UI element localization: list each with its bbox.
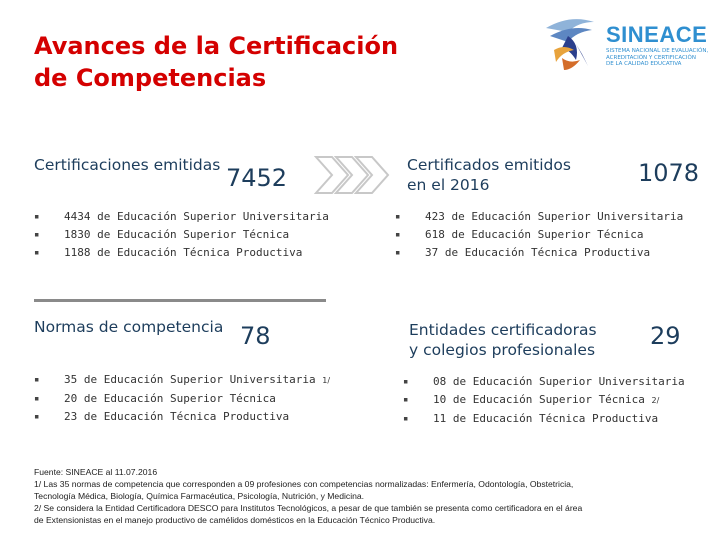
footnote-2-cont: de Extensionistas en el manejo productivo de camélidos domésticos en la Educación Técnico Productiva. (34, 515, 436, 525)
list-item: ▪ 4434 de Educación Superior Universitaria (34, 208, 329, 226)
footnote-1: 1/ Las 35 normas de competencia que corresponden a 09 profesiones con competencias normalizadas: Enfermería, Odontología, Obstetricia, (34, 479, 574, 489)
bullet-icon: ▪ (395, 212, 401, 222)
list-item: ▪ 618 de Educación Superior Técnica (395, 226, 683, 244)
logo-name: SINEACE (606, 22, 708, 47)
bullet-icon: ▪ (34, 230, 40, 240)
footnote-ref: 2/ (651, 396, 660, 405)
bullet-icon: ▪ (34, 375, 40, 385)
bullet-icon: ▪ (34, 212, 40, 222)
normas-total: 78 (240, 322, 271, 350)
list-item: ▪ 35 de Educación Superior Universitaria 1/ (34, 371, 330, 390)
list-item: ▪ 10 de Educación Superior Técnica 2/ (403, 391, 685, 410)
entidades-heading: Entidades certificadoras y colegios profesionales (409, 321, 597, 359)
divider (34, 299, 326, 302)
entidades-total: 29 (650, 322, 681, 350)
cert-2016-total: 1078 (638, 159, 700, 187)
normas-list (34, 371, 330, 426)
cert-emitidas-list (34, 208, 329, 262)
logo-subtitle: SISTEMA NACIONAL DE EVALUACIÓN, ACREDITACIÓN Y CERTIFICACIÓN DE LA CALIDAD EDUCATIVA (606, 48, 709, 67)
bullet-icon: ▪ (34, 412, 40, 422)
bullet-icon: ▪ (403, 414, 409, 424)
footnotes (34, 466, 694, 526)
chevron-arrows-icon (314, 153, 394, 197)
list-item: ▪ 1830 de Educación Superior Técnica (34, 226, 329, 244)
list-item: ▪ 37 de Educación Técnica Productiva (395, 244, 683, 262)
cert-emitidas-total: 7452 (226, 164, 288, 192)
list-item: ▪ 1188 de Educación Técnica Productiva (34, 244, 329, 262)
list-item: ▪ 23 de Educación Técnica Productiva (34, 408, 330, 426)
bullet-icon: ▪ (403, 377, 409, 387)
footnote-ref: 1/ (322, 376, 331, 385)
bullet-icon: ▪ (34, 248, 40, 258)
footnote-2: 2/ Se considera la Entidad Certificadora DESCO para Institutos Tecnológicos, a pesar de que también se presenta como certificadora en el área (34, 503, 583, 513)
cert-2016-list (395, 208, 683, 262)
page-title: Avances de la Certificación de Competencias (34, 32, 399, 92)
bullet-icon: ▪ (395, 248, 401, 258)
normas-heading: Normas de competencia (34, 318, 224, 336)
list-item: ▪ 20 de Educación Superior Técnica (34, 390, 330, 408)
hummingbird-logo-icon (540, 14, 606, 80)
bullet-icon: ▪ (403, 395, 409, 405)
bullet-icon: ▪ (34, 394, 40, 404)
bullet-icon: ▪ (395, 230, 401, 240)
cert-emitidas-heading: Certificaciones emitidas (34, 156, 221, 174)
list-item: ▪ 423 de Educación Superior Universitaria (395, 208, 683, 226)
cert-2016-heading: Certificados emitidos en el 2016 (407, 156, 571, 194)
footnote-1-cont: Tecnología Médica, Biología, Química Farmacéutica, Psicología, Nutrición, y Medicina. (34, 491, 365, 501)
entidades-list (403, 373, 685, 428)
list-item: ▪ 08 de Educación Superior Universitaria (403, 373, 685, 391)
list-item: ▪ 11 de Educación Técnica Productiva (403, 410, 685, 428)
source-note: Fuente: SINEACE al 11.07.2016 (34, 467, 158, 477)
